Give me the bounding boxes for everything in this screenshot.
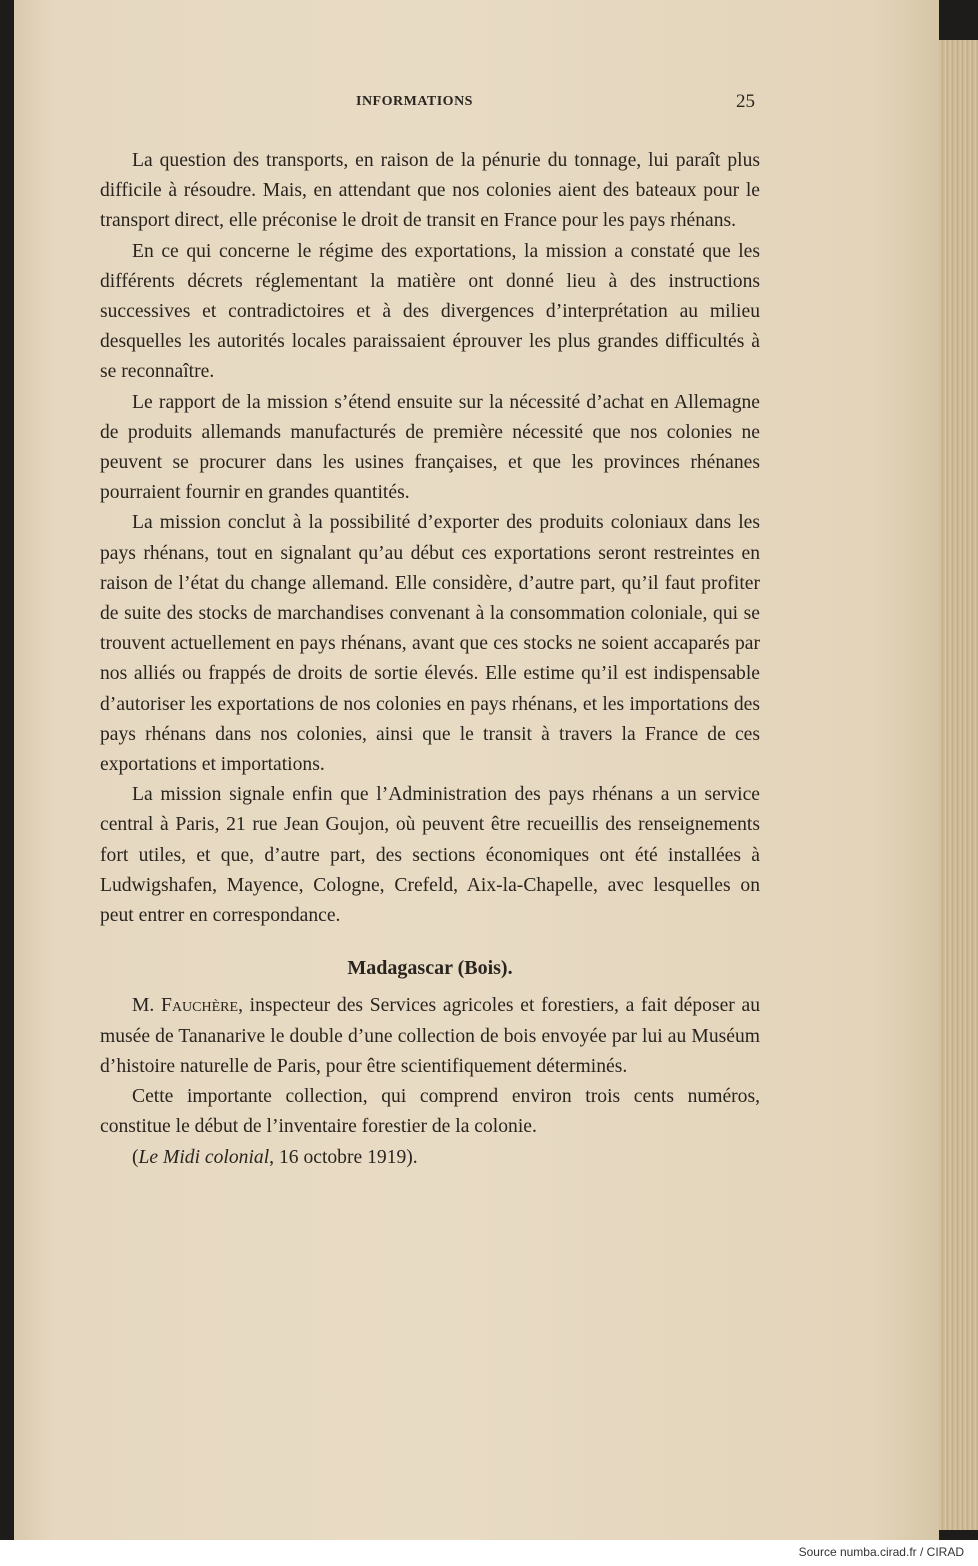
honorific: M. xyxy=(132,995,162,1017)
citation-source: Le Midi colonial xyxy=(138,1146,270,1168)
author-name: Fauchère xyxy=(161,995,239,1017)
citation-date: , 16 octobre 1919). xyxy=(269,1146,418,1168)
paragraph-fauchere xyxy=(100,991,760,1082)
paragraph-transports: La question des transports, en raison de la pénurie du tonnage, lui paraît plus difficile à résoudre. Mais, en attendant que nos colonies aient des bateaux pour le transport direct, elle préconise le droit de transit en France pour les pays rhénans. xyxy=(100,150,760,232)
page-number: 25 xyxy=(736,91,755,112)
paragraph-administration: La mission signale enfin que l’Administration des pays rhénans a un service central à Paris, 21 rue Jean Goujon, où peuvent être recueillis des renseignements fort utiles, et que, d’autre part, des sections économiques ont été installées à Ludwigshafen, Mayence, Cologne, Crefeld, Aix-la-Chapelle, avec lesquelles on peut entrer en correspondance. xyxy=(100,784,760,927)
paragraph-fauchere-text: , inspecteur des Services agricoles et forestiers, a fait déposer au musée de Tananarive le double d’une collection de bois envoyée par lui au Muséum d’histoire naturelle de Paris, pour être scientifiquement déterminés. xyxy=(100,995,760,1077)
section-heading: Madagascar (Bois). xyxy=(347,957,513,980)
citation xyxy=(100,1143,760,1173)
page-edge-top xyxy=(934,0,978,40)
running-head: INFORMATIONS xyxy=(356,94,473,109)
paragraph-rapport: Le rapport de la mission s’étend ensuite sur la nécessité d’achat en Allemagne de produits allemands manufacturés de première nécessité que nos colonies ne peuvent se procurer dans les usines françaises, et que les provinces rhénanes pourraient fournir en grandes quantités. xyxy=(100,391,760,504)
paragraph-collection: Cette importante collection, qui comprend environ trois cents numéros, constitue le début de l’inventaire forestier de la colonie. xyxy=(100,1086,760,1138)
footer-source-credit: Source numba.cirad.fr / CIRAD xyxy=(798,1545,964,1559)
body-text xyxy=(100,146,760,1173)
book-page-edges xyxy=(934,40,978,1530)
paragraph-exportations: En ce qui concerne le régime des exportations, la mission a constaté que les différents décrets réglementant la matière ont donné lieu à des instructions successives et contradictoires et à des divergences d’interprétation au milieu desquelles les autorités locales paraissaient éprouver les plus grandes difficultés à se reconnaître. xyxy=(100,240,760,383)
citation-open: ( xyxy=(132,1146,139,1168)
paragraph-conclusion: La mission conclut à la possibilité d’exporter des produits coloniaux dans les pays rhénans, tout en signalant qu’au début ces exportations seront restreintes en raison de l’état du change allemand. Elle considère, d’autre part, qu’il faut profiter de suite des stocks de marchandises convenant à la consommation coloniale, qui se trouvent actuellement en pays rhénans, avant que ces stocks ne soient accaparés par nos alliés ou frappés de droits de sortie élevés. Elle estime qu’il est indispensable d’autoriser les exportations de nos colonies en pays rhénans, et les importations des pays rhénans dans nos colonies, ainsi que le transit à travers la France de ces exportations et importations. xyxy=(100,512,760,776)
